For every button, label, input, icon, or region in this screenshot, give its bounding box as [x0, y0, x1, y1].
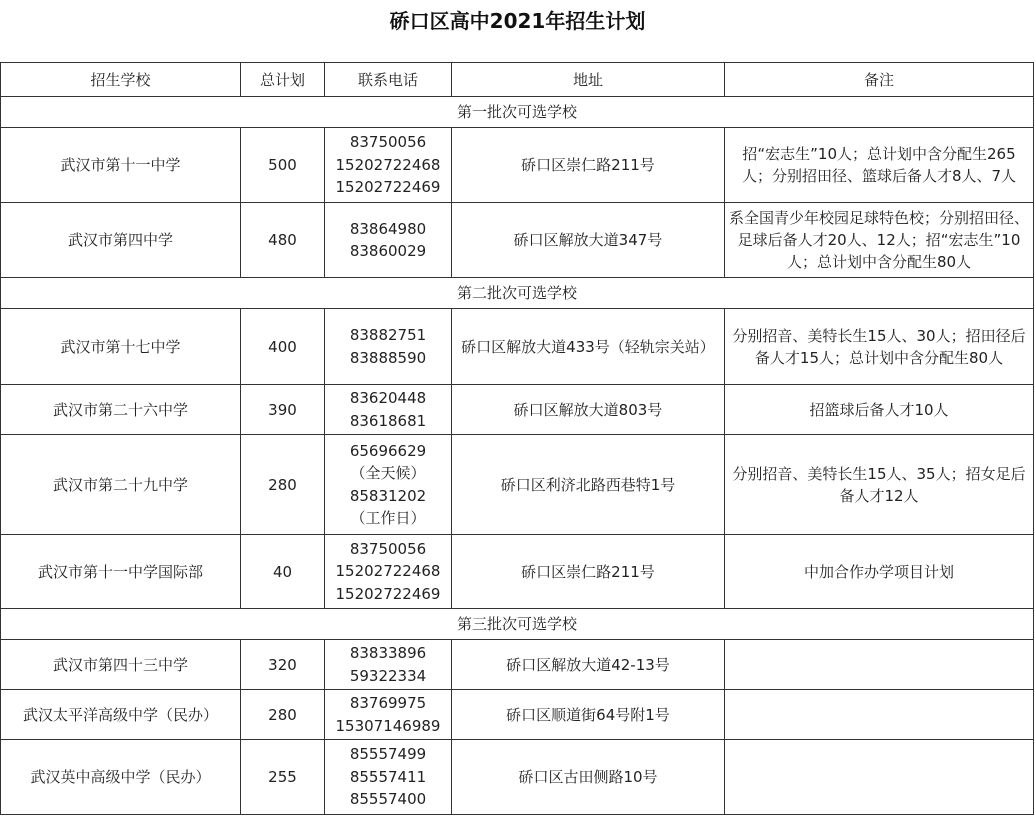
phone-line: 83750056 — [349, 133, 427, 152]
phone-cell — [325, 740, 452, 815]
note-cell — [725, 690, 1034, 740]
note-cell — [725, 640, 1034, 690]
table-row — [1, 535, 1034, 609]
phone-line: 83864980 — [349, 219, 427, 238]
total-cell: 480 — [241, 203, 325, 278]
section-title: 第二批次可选学校 — [1, 278, 1034, 309]
total-cell: 255 — [241, 740, 325, 815]
school-cell: 武汉英中高级中学（民办） — [1, 740, 241, 815]
phone-cell — [325, 435, 452, 535]
phone-cell — [325, 690, 452, 740]
section-title: 第三批次可选学校 — [1, 609, 1034, 640]
header-note: 备注 — [725, 63, 1034, 97]
header-school: 招生学校 — [1, 63, 241, 97]
address-cell: 硚口区解放大道347号 — [452, 203, 725, 278]
phone-cell — [325, 309, 452, 385]
address-cell: 硚口区利济北路西巷特1号 — [452, 435, 725, 535]
phone-line: 85557499 — [349, 745, 427, 764]
phone-line: （全天候） — [350, 464, 426, 482]
section-title: 第一批次可选学校 — [1, 97, 1034, 128]
phone-cell — [325, 203, 452, 278]
table-row — [1, 690, 1034, 740]
header-address: 地址 — [452, 63, 725, 97]
phone-line: 83882751 — [349, 326, 427, 344]
total-cell: 40 — [241, 535, 325, 609]
phone-line: 83620448 — [349, 389, 427, 407]
phone-line: 83888590 — [349, 348, 427, 367]
total-cell: 400 — [241, 309, 325, 385]
table-row — [1, 203, 1034, 278]
note-cell: 招“宏志生”10人；总计划中含分配生265人；分别招田径、篮球后备人才8人、7人 — [725, 128, 1034, 203]
phone-line: 83860029 — [349, 242, 427, 260]
total-cell: 280 — [241, 690, 325, 740]
note-cell: 中加合作办学项目计划 — [725, 535, 1034, 609]
address-cell: 硚口区解放大道433号（轻轨宗关站） — [452, 309, 725, 385]
note-cell: 招篮球后备人才10人 — [725, 385, 1034, 435]
phone-line: 85831202 — [349, 486, 427, 505]
phone-line: 59322334 — [349, 666, 427, 685]
total-cell: 390 — [241, 385, 325, 435]
note-cell — [725, 740, 1034, 815]
school-cell: 武汉市第四十三中学 — [1, 640, 241, 690]
phone-line: 85557411 — [349, 767, 427, 786]
phone-cell — [325, 535, 452, 609]
phone-line: 83833896 — [349, 644, 427, 662]
table-row — [1, 740, 1034, 815]
total-cell: 500 — [241, 128, 325, 203]
note-cell: 分别招音、美特长生15人、30人；招田径后备人才15人；总计划中含分配生80人 — [725, 309, 1034, 385]
phone-line: 83769975 — [349, 694, 427, 712]
school-cell: 武汉市第十一中学国际部 — [1, 535, 241, 609]
phone-cell — [325, 640, 452, 690]
section-row — [1, 278, 1034, 309]
school-cell: 武汉市第十一中学 — [1, 128, 241, 203]
phone-line: 15202722469 — [335, 584, 441, 603]
enrollment-table — [0, 62, 1034, 815]
phone-line: （工作日） — [350, 509, 426, 527]
phone-cell — [325, 128, 452, 203]
table-row — [1, 309, 1034, 385]
note-cell: 分别招音、美特长生15人、35人；招女足后备人才12人 — [725, 435, 1034, 535]
school-cell: 武汉市第二十九中学 — [1, 435, 241, 535]
phone-line: 65696629 — [349, 441, 427, 460]
address-cell: 硚口区崇仁路211号 — [452, 535, 725, 609]
total-cell: 320 — [241, 640, 325, 690]
address-cell: 硚口区解放大道42-13号 — [452, 640, 725, 690]
table-row — [1, 640, 1034, 690]
school-cell: 武汉市第十七中学 — [1, 309, 241, 385]
phone-line: 85557400 — [349, 790, 427, 809]
school-cell: 武汉市第二十六中学 — [1, 385, 241, 435]
header-phone: 联系电话 — [325, 63, 452, 97]
phone-line: 15202722468 — [335, 562, 441, 581]
table-row — [1, 128, 1034, 203]
phone-line: 83750056 — [349, 539, 427, 558]
address-cell: 硚口区顺道街64号附1号 — [452, 690, 725, 740]
school-cell: 武汉太平洋高级中学（民办） — [1, 690, 241, 740]
section-row — [1, 609, 1034, 640]
phone-line: 15307146989 — [335, 716, 441, 735]
section-row — [1, 97, 1034, 128]
school-cell: 武汉市第四中学 — [1, 203, 241, 278]
address-cell: 硚口区古田侧路10号 — [452, 740, 725, 815]
table-row — [1, 385, 1034, 435]
note-cell: 系全国青少年校园足球特色校；分别招田径、足球后备人才20人、12人；招“宏志生”10人；总计划中含分配生80人 — [725, 203, 1034, 278]
total-cell: 280 — [241, 435, 325, 535]
table-header-row — [1, 63, 1034, 97]
header-total: 总计划 — [241, 63, 325, 97]
phone-cell — [325, 385, 452, 435]
phone-line: 83618681 — [349, 411, 427, 430]
address-cell: 硚口区崇仁路211号 — [452, 128, 725, 203]
table-row — [1, 435, 1034, 535]
phone-line: 15202722468 — [335, 155, 441, 174]
phone-line: 15202722469 — [335, 178, 441, 197]
page-title: 硚口区高中2021年招生计划 — [389, 9, 646, 33]
address-cell: 硚口区解放大道803号 — [452, 385, 725, 435]
